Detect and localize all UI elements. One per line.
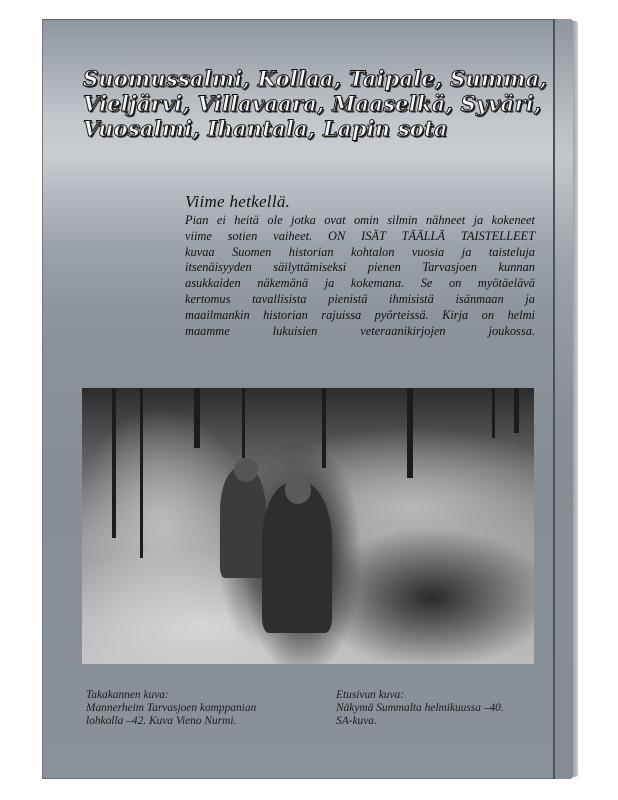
blurb-line: maamme lukuisien veteraanikirjojen joukossa. bbox=[185, 323, 535, 338]
blurb-line: viime sotien vaiheet. ON ISÄT TÄÄLLÄ TAISTELLEET bbox=[185, 228, 535, 243]
blurb-heading: Viime hetkellä. bbox=[185, 192, 291, 211]
caption-line: Näkymä Summalta helmikuussa –40. bbox=[336, 702, 504, 714]
tree-trunk bbox=[194, 388, 200, 448]
blurb-line: kertomus tavallisista pienistä ihmisistä isänmaan ja bbox=[185, 291, 535, 306]
blurb-line: maailmankin historian rajuissa pyörteissä. Kirja on helmi bbox=[185, 307, 535, 322]
blurb-body bbox=[185, 213, 535, 339]
title-line-1: Suomussalmi, Kollaa, Taipale, Summa, bbox=[83, 66, 548, 91]
blurb-line: asukkaiden näkemänä ja kokemana. Se on myötäelävä bbox=[185, 276, 535, 291]
cover-panel bbox=[42, 19, 554, 779]
spine-edge bbox=[573, 21, 578, 777]
blurb-line: kuvaa Suomen historian kohtalon vuosia ja taisteluja bbox=[185, 244, 535, 259]
caption-line: Mannerheim Tarvasjoen komppanian bbox=[86, 702, 257, 714]
book-back-cover bbox=[42, 19, 578, 779]
tree-trunk bbox=[407, 388, 413, 478]
tree-trunk bbox=[140, 388, 143, 558]
tree-trunk bbox=[242, 388, 245, 458]
mannerheim-head bbox=[285, 476, 311, 504]
front-cover-caption bbox=[336, 689, 556, 728]
caption-line: SA-kuva. bbox=[336, 715, 377, 727]
blurb-line: itsenäisyyden säilyttämiseksi pienen Tarvasjoen kunnan bbox=[185, 260, 535, 275]
caption-line: Etusivun kuva: bbox=[336, 689, 405, 701]
title-line-2: Vieljärvi, Villavaara, Maaselkä, Syväri, bbox=[83, 91, 542, 116]
battle-names-title bbox=[83, 66, 553, 141]
blurb-line: Pian ei heitä ole jotka ovat omin silmin nähneet ja kokeneet bbox=[185, 213, 535, 227]
tree-trunk bbox=[322, 388, 326, 468]
back-cover-caption bbox=[86, 689, 316, 728]
trench-photo bbox=[82, 388, 534, 664]
caption-line: lohkolla –42. Kuva Vieno Nurmi. bbox=[86, 715, 237, 727]
mannerheim-figure bbox=[262, 483, 332, 633]
officer-head bbox=[234, 458, 258, 482]
tree-trunk bbox=[492, 388, 495, 438]
title-line-3: Vuosalmi, Ihantala, Lapin sota bbox=[83, 116, 448, 141]
officer-figure bbox=[220, 468, 266, 578]
book-spine bbox=[555, 19, 573, 779]
tree-trunk bbox=[112, 388, 116, 538]
tree-trunk bbox=[514, 388, 519, 433]
blurb bbox=[185, 192, 535, 339]
caption-line: Takakannen kuva: bbox=[86, 689, 169, 701]
